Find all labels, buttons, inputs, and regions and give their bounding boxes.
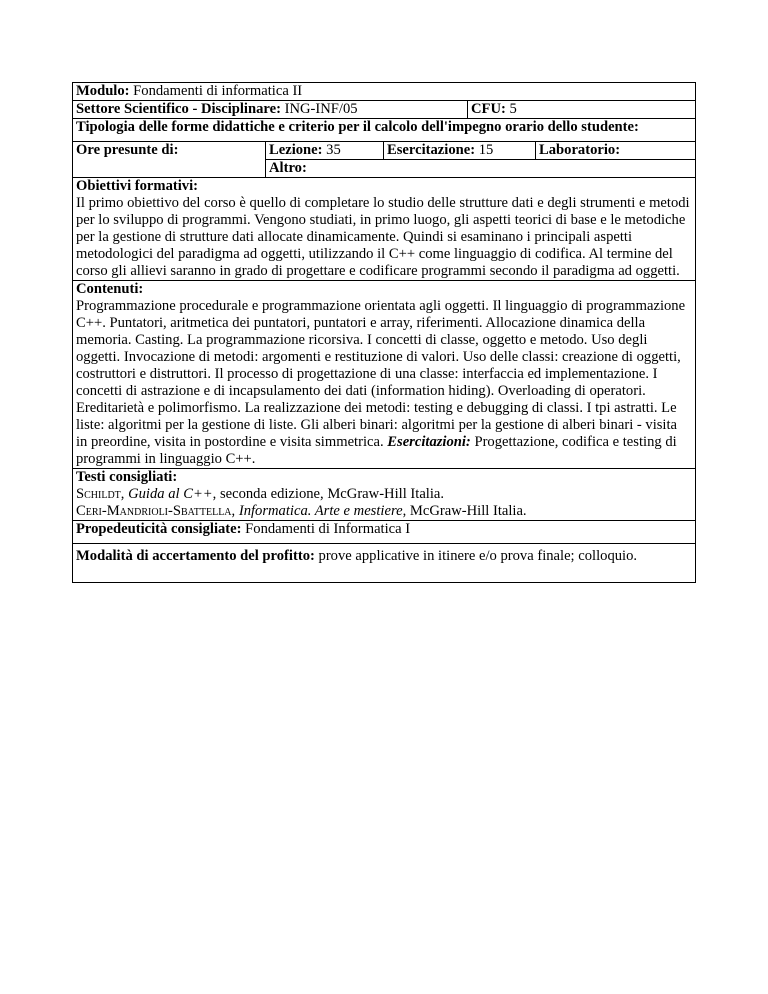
book-author: Schildt	[76, 486, 121, 502]
altro-label: Altro:	[269, 160, 307, 176]
esercitazione-label: Esercitazione:	[387, 142, 476, 158]
settore-label: Settore Scientifico - Disciplinare:	[76, 101, 281, 117]
ore-values-block	[266, 142, 695, 177]
book-separator: ,	[231, 503, 239, 519]
ore-label-cell	[73, 142, 266, 177]
altro-cell	[266, 160, 695, 177]
testi-label: Testi consigliati:	[76, 469, 178, 485]
propedeuticita-label: Propedeuticità consigliate:	[76, 521, 242, 537]
lezione-value: 35	[326, 142, 341, 158]
book-author: Ceri-Mandrioli-Sbattella	[76, 503, 232, 519]
book-separator: ,	[120, 486, 129, 502]
modulo-row	[73, 83, 695, 101]
cfu-value: 5	[509, 101, 517, 117]
book-details: , seconda edizione, McGraw-Hill Italia.	[212, 486, 445, 502]
settore-row	[73, 101, 695, 119]
cfu-cell	[468, 101, 520, 118]
modulo-value: Fondamenti di informatica II	[133, 83, 303, 99]
modalita-label: Modalità di accertamento del profitto:	[76, 548, 315, 564]
modalita-row	[73, 544, 695, 582]
contenuti-label: Contenuti:	[76, 281, 144, 297]
laboratorio-cell	[536, 142, 623, 159]
ore-values-row	[266, 142, 695, 160]
ore-row	[73, 142, 695, 178]
tipologia-label: Tipologia delle forme didattiche e criterio per il calcolo dell'impegno orario dello studente:	[76, 119, 639, 135]
laboratorio-label: Laboratorio:	[539, 142, 621, 158]
esercitazioni-text: Progettazione, codifica e testing di programmi in linguaggio C++.	[76, 434, 677, 467]
esercitazioni-label: Esercitazioni:	[387, 434, 471, 450]
book-title: Informatica. Arte e mestiere	[238, 503, 403, 519]
course-sheet-table	[72, 82, 696, 583]
obiettivi-label: Obiettivi formativi:	[76, 178, 198, 194]
propedeuticita-value: Fondamenti di Informatica I	[245, 521, 411, 537]
settore-cell	[73, 101, 468, 118]
lezione-label: Lezione:	[269, 142, 323, 158]
book-details: , McGraw-Hill Italia.	[402, 503, 527, 519]
ore-label: Ore presunte di:	[76, 142, 179, 158]
esercitazione-value: 15	[478, 142, 494, 158]
settore-value: ING-INF/05	[284, 101, 358, 117]
book-title: Guida al C++	[128, 486, 213, 502]
lezione-cell	[266, 142, 384, 159]
testi-row	[73, 469, 695, 521]
cfu-label: CFU:	[471, 101, 506, 117]
esercitazione-cell	[384, 142, 536, 159]
obiettivi-row	[73, 178, 695, 281]
contenuti-paragraph	[76, 298, 692, 468]
book-entry	[76, 486, 692, 503]
modulo-label: Modulo:	[76, 83, 130, 99]
obiettivi-text: Il primo obiettivo del corso è quello di completare lo studio delle strutture dati e degli strumenti e metodi per lo sviluppo di programmi. Vengono studiati, in primo luogo, gli aspetti teorici di base e le metodiche per la gestione di strutture dati allocate dinamicamente. Quindi si esaminano i principali aspetti metodologici del paradigma ad oggetti, utilizzando il C++ come linguaggio di codifica. Al termine del corso gli allievi saranno in grado di progettare e codificare programmi secondo il paradigma ad oggetti.	[76, 195, 690, 279]
contenuti-text: Programmazione procedurale e programmazione orientata agli oggetti. Il linguaggio di programmazione C++. Puntatori, aritmetica dei puntatori, puntatori e array, riferimenti. Allocazione dinamica della memoria. Casting. La programmazione ricorsiva. I concetti di classe, oggetto e metodo. Uso degli oggetti. Invocazione di metodi: argomenti e restituzione di valori. Uso delle classi: creazione di oggetti, costruttori e distruttori. Il processo di progettazione di una classe: interfaccia ed implementazione. I concetti di astrazione e di incapsulamento dei dati (information hiding). Overloading di operatori. Ereditarietà e polimorfismo. La realizzazione dei metodi: testing e debugging di classi. I tpi astratti. Le liste: algoritmi per la gestione di liste. Gli alberi binari: algoritmi per la gestione di alberi binari - visita in preordine, visita in postordine e visita simmetrica.	[76, 298, 686, 450]
contenuti-row	[73, 281, 695, 469]
modalita-value: prove applicative in itinere e/o prova finale; colloquio.	[318, 548, 638, 564]
propedeuticita-row	[73, 521, 695, 544]
book-entry	[76, 503, 692, 520]
tipologia-row	[73, 119, 695, 142]
